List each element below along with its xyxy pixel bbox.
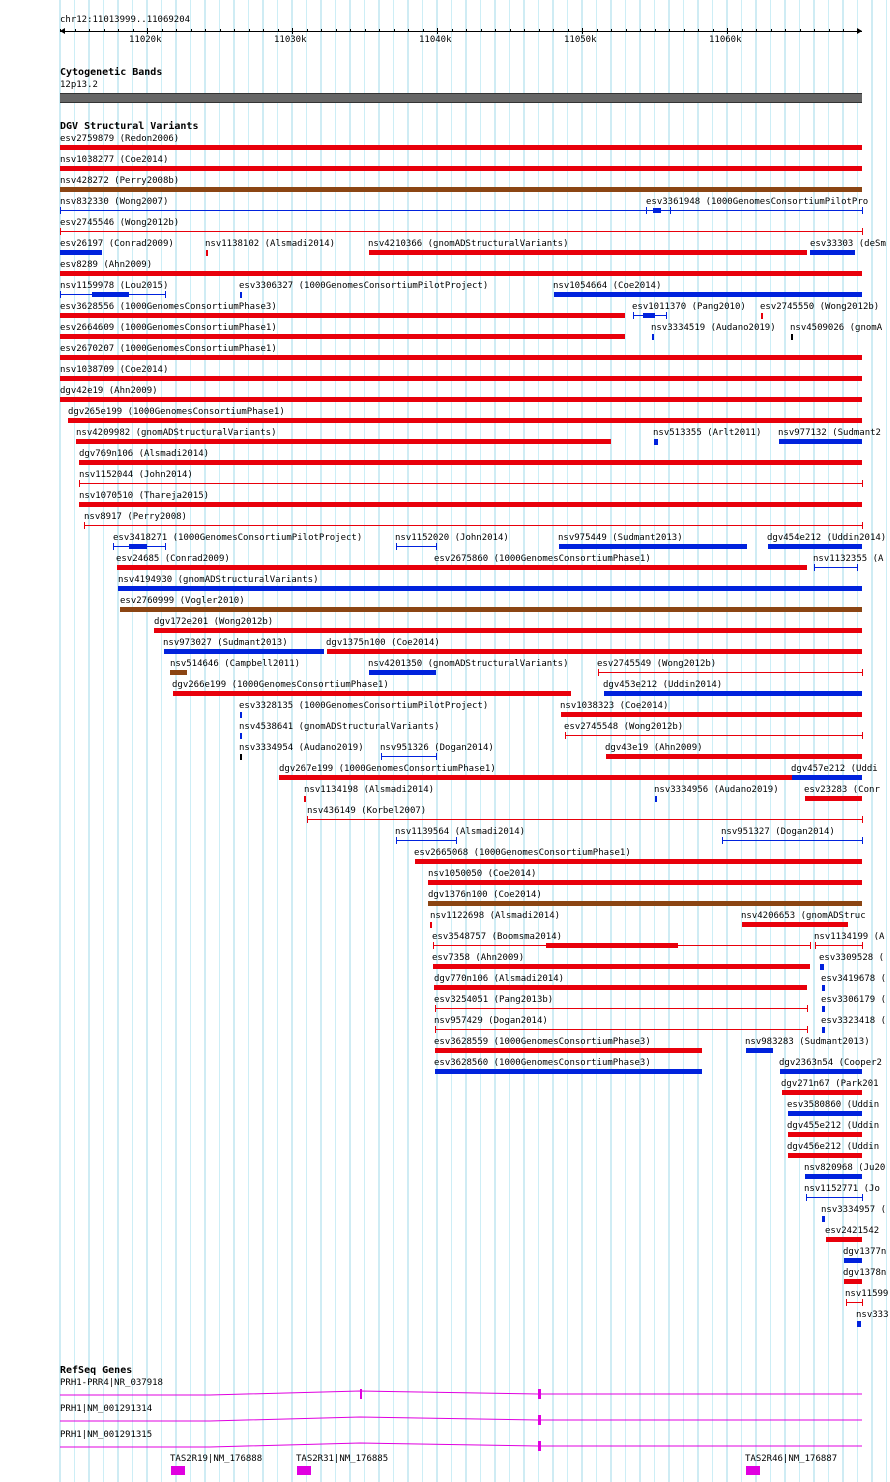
ruler-minor-tick: [205, 29, 206, 32]
refseq-track-title[interactable]: RefSeq Genes: [60, 1365, 133, 1376]
variant-feature[interactable]: [746, 1048, 773, 1053]
ruler-minor-tick: [162, 29, 163, 32]
variant-label[interactable]: dgv454e212 (Uddin2014): [767, 533, 887, 543]
variant-end-cap: [862, 1194, 863, 1201]
variant-end-cap: [857, 564, 858, 571]
ruler-minor-tick: [829, 29, 830, 32]
variant-feature[interactable]: [435, 1069, 702, 1074]
variant-feature[interactable]: [810, 250, 855, 255]
variant-label[interactable]: esv3419678 (: [821, 974, 887, 984]
ruler-minor-tick: [510, 29, 511, 32]
variant-label[interactable]: nsv4209982 (gnomADStructuralVariants): [76, 428, 277, 438]
variant-feature[interactable]: [788, 1132, 862, 1137]
variant-label[interactable]: nsv1152771 (Jo: [804, 1184, 880, 1194]
cytoband-track-title[interactable]: Cytogenetic Bands: [60, 67, 163, 78]
ruler-major-tick: [727, 28, 728, 34]
variant-label[interactable]: nsv1038709 (Coe2014): [60, 365, 169, 375]
variant-end-cap: [666, 312, 667, 319]
variant-label[interactable]: nsv4509026 (gnomA: [790, 323, 883, 333]
variant-label[interactable]: nsv1152020 (John2014): [395, 533, 509, 543]
variant-feature[interactable]: [565, 735, 862, 736]
variant-end-cap: [165, 543, 166, 550]
variant-label[interactable]: nsv3334519 (Audano2019): [651, 323, 776, 333]
variant-label[interactable]: esv2745546 (Wong2012b): [60, 218, 180, 228]
variant-end-cap: [862, 837, 863, 844]
transcript-label[interactable]: PRH1|NM_001291314: [60, 1404, 153, 1414]
variant-feature[interactable]: [655, 796, 657, 802]
ruler-major-tick: [437, 28, 438, 34]
ruler-minor-tick: [843, 29, 844, 32]
variant-label[interactable]: nsv1070510 (Thareja2015): [79, 491, 210, 501]
variant-label[interactable]: esv2664609 (1000GenomesConsortiumPhase1): [60, 323, 277, 333]
variant-label[interactable]: dgv453e212 (Uddin2014): [603, 680, 723, 690]
variant-label[interactable]: nsv333: [856, 1310, 889, 1320]
variant-label[interactable]: nsv513355 (Arlt2011): [653, 428, 762, 438]
ruler-minor-tick: [756, 29, 757, 32]
variant-label[interactable]: nsv1134198 (Alsmadi2014): [304, 785, 435, 795]
ruler-minor-tick: [104, 29, 105, 32]
variant-feature[interactable]: [84, 525, 862, 526]
ruler-minor-tick: [611, 29, 612, 32]
variant-label[interactable]: nsv4194930 (gnomADStructuralVariants): [118, 575, 319, 585]
ruler-minor-tick: [89, 29, 90, 32]
variant-feature[interactable]: [806, 1197, 862, 1198]
variant-feature[interactable]: [722, 840, 862, 841]
variant-feature[interactable]: [820, 964, 824, 970]
ruler-minor-tick: [713, 29, 714, 32]
ruler-minor-tick: [553, 29, 554, 32]
variant-label[interactable]: nsv1152044 (John2014): [79, 470, 193, 480]
variant-label[interactable]: dgv455e212 (Uddin: [787, 1121, 880, 1131]
variant-label[interactable]: esv1011370 (Pang2010): [632, 302, 746, 312]
variant-label[interactable]: dgv1376n100 (Coe2014): [428, 890, 542, 900]
variant-label[interactable]: esv33303 (deSm: [810, 239, 886, 249]
variant-feature[interactable]: [779, 439, 862, 444]
variant-label[interactable]: dgv42e19 (Ahn2009): [60, 386, 158, 396]
variant-label[interactable]: nsv3334956 (Audano2019): [654, 785, 779, 795]
variant-feature[interactable]: [369, 670, 436, 675]
variant-label[interactable]: nsv4201350 (gnomADStructuralVariants): [368, 659, 569, 669]
variant-label[interactable]: esv2665068 (1000GenomesConsortiumPhase1): [414, 848, 631, 858]
variant-feature[interactable]: [598, 672, 862, 673]
variant-feature[interactable]: [206, 250, 208, 256]
ruler-minor-tick: [394, 29, 395, 32]
variant-label[interactable]: nsv820968 (Ju20: [804, 1163, 886, 1173]
variant-label[interactable]: nsv951326 (Dogan2014): [380, 743, 494, 753]
variant-feature[interactable]: [805, 1174, 862, 1179]
variant-feature[interactable]: [844, 1279, 862, 1284]
variant-label[interactable]: dgv457e212 (Uddi: [791, 764, 878, 774]
variant-feature[interactable]: [559, 544, 747, 549]
intron-line: [60, 1417, 862, 1421]
intron-line: [60, 1443, 862, 1447]
variant-label[interactable]: esv2745548 (Wong2012b): [564, 722, 684, 732]
variant-end-cap: [456, 837, 457, 844]
variant-feature[interactable]: [788, 1153, 862, 1158]
variant-label[interactable]: esv3628560 (1000GenomesConsortiumPhase3): [434, 1058, 651, 1068]
ruler-minor-tick: [365, 29, 366, 32]
variant-label[interactable]: dgv769n106 (Alsmadi2014): [79, 449, 210, 459]
variant-feature[interactable]: [118, 586, 862, 591]
ruler-major-tick: [582, 28, 583, 34]
variant-feature[interactable]: [782, 1090, 862, 1095]
variant-label[interactable]: nsv977132 (Sudmant2: [778, 428, 881, 438]
variant-feature[interactable]: [792, 775, 862, 780]
variant-label[interactable]: nsv975449 (Sudmant2013): [558, 533, 683, 543]
ruler-minor-tick: [524, 29, 525, 32]
gene-label[interactable]: TAS2R19|NM_176888: [170, 1454, 263, 1464]
variant-label[interactable]: nsv1038277 (Coe2014): [60, 155, 169, 165]
ruler-minor-tick: [481, 29, 482, 32]
variant-feature[interactable]: [742, 922, 848, 927]
ruler-minor-tick: [466, 29, 467, 32]
variant-feature[interactable]: [815, 945, 862, 946]
variant-feature[interactable]: [415, 859, 862, 864]
ruler-tick-label: 11040k: [419, 35, 452, 45]
variant-label[interactable]: esv3418271 (1000GenomesConsortiumPilotProject): [113, 533, 363, 543]
variant-feature[interactable]: [60, 231, 862, 232]
variant-label[interactable]: esv3548757 (Boomsma2014): [432, 932, 563, 942]
variant-feature[interactable]: [434, 985, 807, 990]
variant-label[interactable]: esv2759879 (Redon2006): [60, 134, 180, 144]
variant-feature[interactable]: [822, 1216, 825, 1222]
variant-label[interactable]: esv2760999 (Vogler2010): [120, 596, 245, 606]
variant-feature[interactable]: [79, 460, 862, 465]
variant-end-cap: [862, 732, 863, 739]
variant-feature[interactable]: [60, 187, 862, 192]
variant-label[interactable]: esv2745549 (Wong2012b): [597, 659, 717, 669]
variant-feature[interactable]: [805, 796, 862, 801]
variant-feature[interactable]: [844, 1258, 862, 1263]
variant-feature[interactable]: [604, 691, 862, 696]
variant-feature[interactable]: [561, 712, 862, 717]
variant-feature[interactable]: [279, 775, 792, 780]
variant-label[interactable]: esv7358 (Ahn2009): [432, 953, 525, 963]
variant-feature[interactable]: [327, 649, 862, 654]
ruler-minor-tick: [742, 29, 743, 32]
exon: [538, 1389, 541, 1399]
ruler-minor-tick: [379, 29, 380, 32]
location-label: chr12:11013999..11069204: [60, 15, 191, 25]
variant-label[interactable]: nsv1134199 (A: [814, 932, 885, 942]
variant-feature[interactable]: [240, 712, 242, 718]
variant-end-cap: [862, 1299, 863, 1306]
variant-label[interactable]: nsv3334954 (Audano2019): [239, 743, 364, 753]
variant-feature[interactable]: [435, 565, 807, 570]
variant-end-cap: [862, 942, 863, 949]
variant-label[interactable]: esv23283 (Conr: [804, 785, 880, 795]
transcript-feature[interactable]: [60, 1414, 862, 1426]
variant-feature[interactable]: [76, 439, 611, 444]
variant-feature[interactable]: [435, 1048, 702, 1053]
variant-end-cap: [165, 291, 166, 298]
variant-end-cap: [810, 942, 811, 949]
variant-label[interactable]: nsv11599: [845, 1289, 889, 1299]
ruler-minor-tick: [263, 29, 264, 32]
variant-label[interactable]: esv3254051 (Pang2013b): [434, 995, 554, 1005]
ruler-major-tick: [147, 28, 148, 34]
variant-label[interactable]: dgv265e199 (1000GenomesConsortiumPhase1): [68, 407, 285, 417]
variant-feature[interactable]: [120, 607, 862, 612]
variant-feature[interactable]: [428, 880, 862, 885]
variant-feature[interactable]: [79, 483, 862, 484]
ruler[interactable]: [0, 26, 890, 48]
ruler-minor-tick: [191, 29, 192, 32]
variant-label[interactable]: esv3328135 (1000GenomesConsortiumPilotProject): [239, 701, 489, 711]
variant-end-cap: [862, 207, 863, 214]
variant-feature[interactable]: [240, 733, 242, 739]
ruler-minor-tick: [800, 29, 801, 32]
variant-label[interactable]: esv2670207 (1000GenomesConsortiumPhase1): [60, 344, 277, 354]
variant-label[interactable]: esv3309528 (: [819, 953, 885, 963]
variant-feature[interactable]: [654, 439, 658, 445]
variant-end-cap: [862, 669, 863, 676]
variant-label[interactable]: esv2675860 (1000GenomesConsortiumPhase1): [434, 554, 651, 564]
ruler-minor-tick: [278, 29, 279, 32]
variant-label[interactable]: nsv1038323 (Coe2014): [560, 701, 669, 711]
ruler-minor-tick: [669, 29, 670, 32]
variant-label[interactable]: nsv983283 (Sudmant2013): [745, 1037, 870, 1047]
variant-feature[interactable]: [60, 250, 102, 255]
ruler-minor-tick: [597, 29, 598, 32]
variant-feature[interactable]: [822, 1027, 825, 1033]
variant-feature[interactable]: [60, 334, 625, 339]
variant-label[interactable]: nsv1122698 (Alsmadi2014): [430, 911, 561, 921]
variant-feature[interactable]: [428, 901, 862, 906]
variant-end-cap: [862, 816, 863, 823]
variant-feature[interactable]: [646, 210, 670, 211]
variant-label[interactable]: esv3628556 (1000GenomesConsortiumPhase3): [60, 302, 277, 312]
variant-feature[interactable]: [154, 628, 862, 633]
ruler-minor-tick: [350, 29, 351, 32]
variant-feature[interactable]: [60, 166, 862, 171]
variant-feature[interactable]: [761, 313, 763, 319]
variant-feature[interactable]: [633, 315, 666, 316]
ruler-minor-tick: [336, 29, 337, 32]
variant-feature[interactable]: [768, 544, 862, 549]
variant-label[interactable]: nsv1138102 (Alsmadi2014): [205, 239, 336, 249]
variant-label[interactable]: esv24685 (Conrad2009): [116, 554, 230, 564]
ruler-minor-tick: [118, 29, 119, 32]
ruler-minor-tick: [75, 29, 76, 32]
ruler-major-tick: [292, 28, 293, 34]
cytoband-name: 12p13.2: [60, 80, 98, 90]
variant-feature[interactable]: [433, 964, 810, 969]
variant-end-cap: [436, 543, 437, 550]
variant-label[interactable]: dgv267e199 (1000GenomesConsortiumPhase1): [279, 764, 496, 774]
variant-feature[interactable]: [60, 313, 625, 318]
exon: [538, 1441, 541, 1451]
transcript-label[interactable]: PRH1|NM_001291315: [60, 1430, 153, 1440]
variant-label[interactable]: nsv1054664 (Coe2014): [553, 281, 662, 291]
ruler-minor-tick: [640, 29, 641, 32]
ruler-minor-tick: [234, 29, 235, 32]
variant-feature[interactable]: [113, 546, 165, 547]
variant-label[interactable]: dgv43e19 (Ahn2009): [605, 743, 703, 753]
variant-feature[interactable]: [307, 819, 862, 820]
ruler-minor-tick: [176, 29, 177, 32]
ruler-minor-tick: [249, 29, 250, 32]
variant-end-cap: [436, 753, 437, 760]
variant-feature[interactable]: [554, 292, 862, 297]
variant-feature[interactable]: [433, 945, 810, 946]
variant-label[interactable]: nsv4206653 (gnomADStruc: [741, 911, 866, 921]
variant-end-cap: [862, 228, 863, 235]
variant-label[interactable]: esv2745550 (Wong2012b): [760, 302, 880, 312]
variant-label[interactable]: dgv1377n: [843, 1247, 887, 1257]
variant-label[interactable]: esv2421542: [825, 1226, 880, 1236]
variant-feature[interactable]: [857, 1321, 861, 1327]
variant-label[interactable]: dgv266e199 (1000GenomesConsortiumPhase1): [172, 680, 389, 690]
ruler-minor-tick: [321, 29, 322, 32]
ruler-minor-tick: [698, 29, 699, 32]
ruler-minor-tick: [785, 29, 786, 32]
gene-label[interactable]: TAS2R31|NM_176885: [296, 1454, 389, 1464]
variant-feature[interactable]: [173, 691, 571, 696]
variant-feature[interactable]: [814, 567, 857, 568]
variant-label[interactable]: dgv2363n54 (Cooper2: [779, 1058, 882, 1068]
variant-feature[interactable]: [240, 292, 242, 298]
variant-label[interactable]: esv3580860 (Uddin: [787, 1100, 880, 1110]
gene-label[interactable]: TAS2R46|NM_176887: [745, 1454, 838, 1464]
ruler-minor-tick: [220, 29, 221, 32]
variant-feature[interactable]: [304, 796, 306, 802]
variant-label[interactable]: nsv973027 (Sudmant2013): [163, 638, 288, 648]
variant-feature[interactable]: [60, 294, 165, 295]
variant-label[interactable]: nsv4210366 (gnomADStructuralVariants): [368, 239, 569, 249]
variant-label[interactable]: esv3306179 (: [821, 995, 887, 1005]
variant-feature[interactable]: [60, 397, 862, 402]
variant-label[interactable]: nsv8917 (Perry2008): [84, 512, 187, 522]
variant-feature[interactable]: [396, 546, 436, 547]
variant-label[interactable]: nsv428272 (Perry2008b): [60, 176, 180, 186]
variant-feature[interactable]: [170, 670, 187, 675]
gene-feature[interactable]: [746, 1466, 760, 1475]
variant-feature[interactable]: [826, 1237, 862, 1242]
variant-label[interactable]: nsv1132355 (A: [813, 554, 884, 564]
variant-label[interactable]: nsv951327 (Dogan2014): [721, 827, 835, 837]
variant-feature[interactable]: [822, 1006, 825, 1012]
ruler-minor-tick: [684, 29, 685, 32]
variant-feature[interactable]: [79, 502, 862, 507]
variant-end-cap: [807, 1005, 808, 1012]
variant-label[interactable]: esv3361948 (1000GenomesConsortiumPilotPro: [646, 197, 869, 207]
variant-label[interactable]: nsv3334957 (: [821, 1205, 887, 1215]
variant-feature[interactable]: [164, 649, 324, 654]
variant-end-cap: [862, 480, 863, 487]
gene-feature[interactable]: [297, 1466, 311, 1475]
ruler-minor-tick: [626, 29, 627, 32]
variant-feature[interactable]: [435, 1029, 807, 1030]
variant-label[interactable]: dgv456e212 (Uddin: [787, 1142, 880, 1152]
variant-label[interactable]: nsv4538641 (gnomADStructuralVariants): [239, 722, 440, 732]
ruler-minor-tick: [307, 29, 308, 32]
gene-feature[interactable]: [171, 1466, 185, 1475]
variant-label[interactable]: nsv832330 (Wong2007): [60, 197, 169, 207]
ruler-minor-tick: [133, 29, 134, 32]
ruler-minor-tick: [452, 29, 453, 32]
ruler-minor-tick: [408, 29, 409, 32]
variant-label[interactable]: nsv1139564 (Alsmadi2014): [395, 827, 526, 837]
ruler-tick-label: 11020k: [129, 35, 162, 45]
variant-feature[interactable]: [822, 985, 825, 991]
variant-label[interactable]: dgv1375n100 (Coe2014): [326, 638, 440, 648]
variant-end-cap: [670, 207, 671, 214]
variant-feature[interactable]: [60, 271, 862, 276]
variant-feature[interactable]: [60, 210, 862, 211]
variant-feature[interactable]: [846, 1302, 862, 1303]
cytoband-bar[interactable]: [60, 93, 862, 103]
ruler-minor-tick: [495, 29, 496, 32]
ruler-tick-label: 11030k: [274, 35, 307, 45]
variant-feature[interactable]: [435, 1008, 807, 1009]
ruler-minor-tick: [771, 29, 772, 32]
variant-label[interactable]: dgv1378n: [843, 1268, 887, 1278]
variant-label[interactable]: esv3306327 (1000GenomesConsortiumPilotProject): [239, 281, 489, 291]
ruler-minor-tick: [423, 29, 424, 32]
variant-feature[interactable]: [791, 334, 793, 340]
variant-feature[interactable]: [430, 922, 432, 928]
ruler-minor-tick: [814, 29, 815, 32]
variant-label[interactable]: dgv172e201 (Wong2012b): [154, 617, 274, 627]
transcript-feature[interactable]: [60, 1388, 862, 1400]
variant-label[interactable]: nsv957429 (Dogan2014): [434, 1016, 548, 1026]
ruler-minor-tick: [539, 29, 540, 32]
transcript-feature[interactable]: [60, 1440, 862, 1452]
intron-line: [60, 1391, 862, 1395]
variant-feature[interactable]: [788, 1111, 862, 1116]
variant-end-cap: [862, 522, 863, 529]
variant-feature[interactable]: [60, 145, 862, 150]
variant-end-cap: [807, 1026, 808, 1033]
variant-label[interactable]: nsv436149 (Korbel2007): [307, 806, 427, 816]
variant-feature[interactable]: [68, 418, 862, 423]
variant-label[interactable]: esv3628559 (1000GenomesConsortiumPhase3): [434, 1037, 651, 1047]
ruler-tick-label: 11050k: [564, 35, 597, 45]
ruler-tick-label: 11060k: [709, 35, 742, 45]
ruler-minor-tick: [655, 29, 656, 32]
transcript-label[interactable]: PRH1-PRR4|NR_037918: [60, 1378, 163, 1388]
ruler-minor-tick: [858, 29, 859, 32]
variant-feature[interactable]: [381, 756, 436, 757]
variant-label[interactable]: nsv1159978 (Lou2015): [60, 281, 169, 291]
variant-feature[interactable]: [652, 334, 654, 340]
variant-label[interactable]: esv26197 (Conrad2009): [60, 239, 174, 249]
exon: [538, 1415, 541, 1425]
variant-label[interactable]: dgv271n67 (Park201: [781, 1079, 879, 1089]
variant-label[interactable]: nsv1050050 (Coe2014): [428, 869, 537, 879]
variant-feature[interactable]: [369, 250, 807, 255]
exon: [360, 1389, 362, 1399]
variant-label[interactable]: dgv770n106 (Alsmadi2014): [434, 974, 565, 984]
variant-label[interactable]: nsv514646 (Campbell2011): [170, 659, 301, 669]
variant-feature[interactable]: [780, 1069, 862, 1074]
variant-feature[interactable]: [396, 840, 456, 841]
variant-feature[interactable]: [60, 355, 862, 360]
ruler-minor-tick: [60, 29, 61, 32]
variant-feature[interactable]: [606, 754, 862, 759]
dgv-track-title[interactable]: DGV Structural Variants: [60, 121, 199, 132]
ruler-minor-tick: [568, 29, 569, 32]
variant-feature[interactable]: [60, 376, 862, 381]
variant-label[interactable]: esv8289 (Ahn2009): [60, 260, 153, 270]
variant-feature[interactable]: [240, 754, 242, 760]
variant-feature[interactable]: [117, 565, 435, 570]
variant-label[interactable]: esv3323418 (: [821, 1016, 887, 1026]
